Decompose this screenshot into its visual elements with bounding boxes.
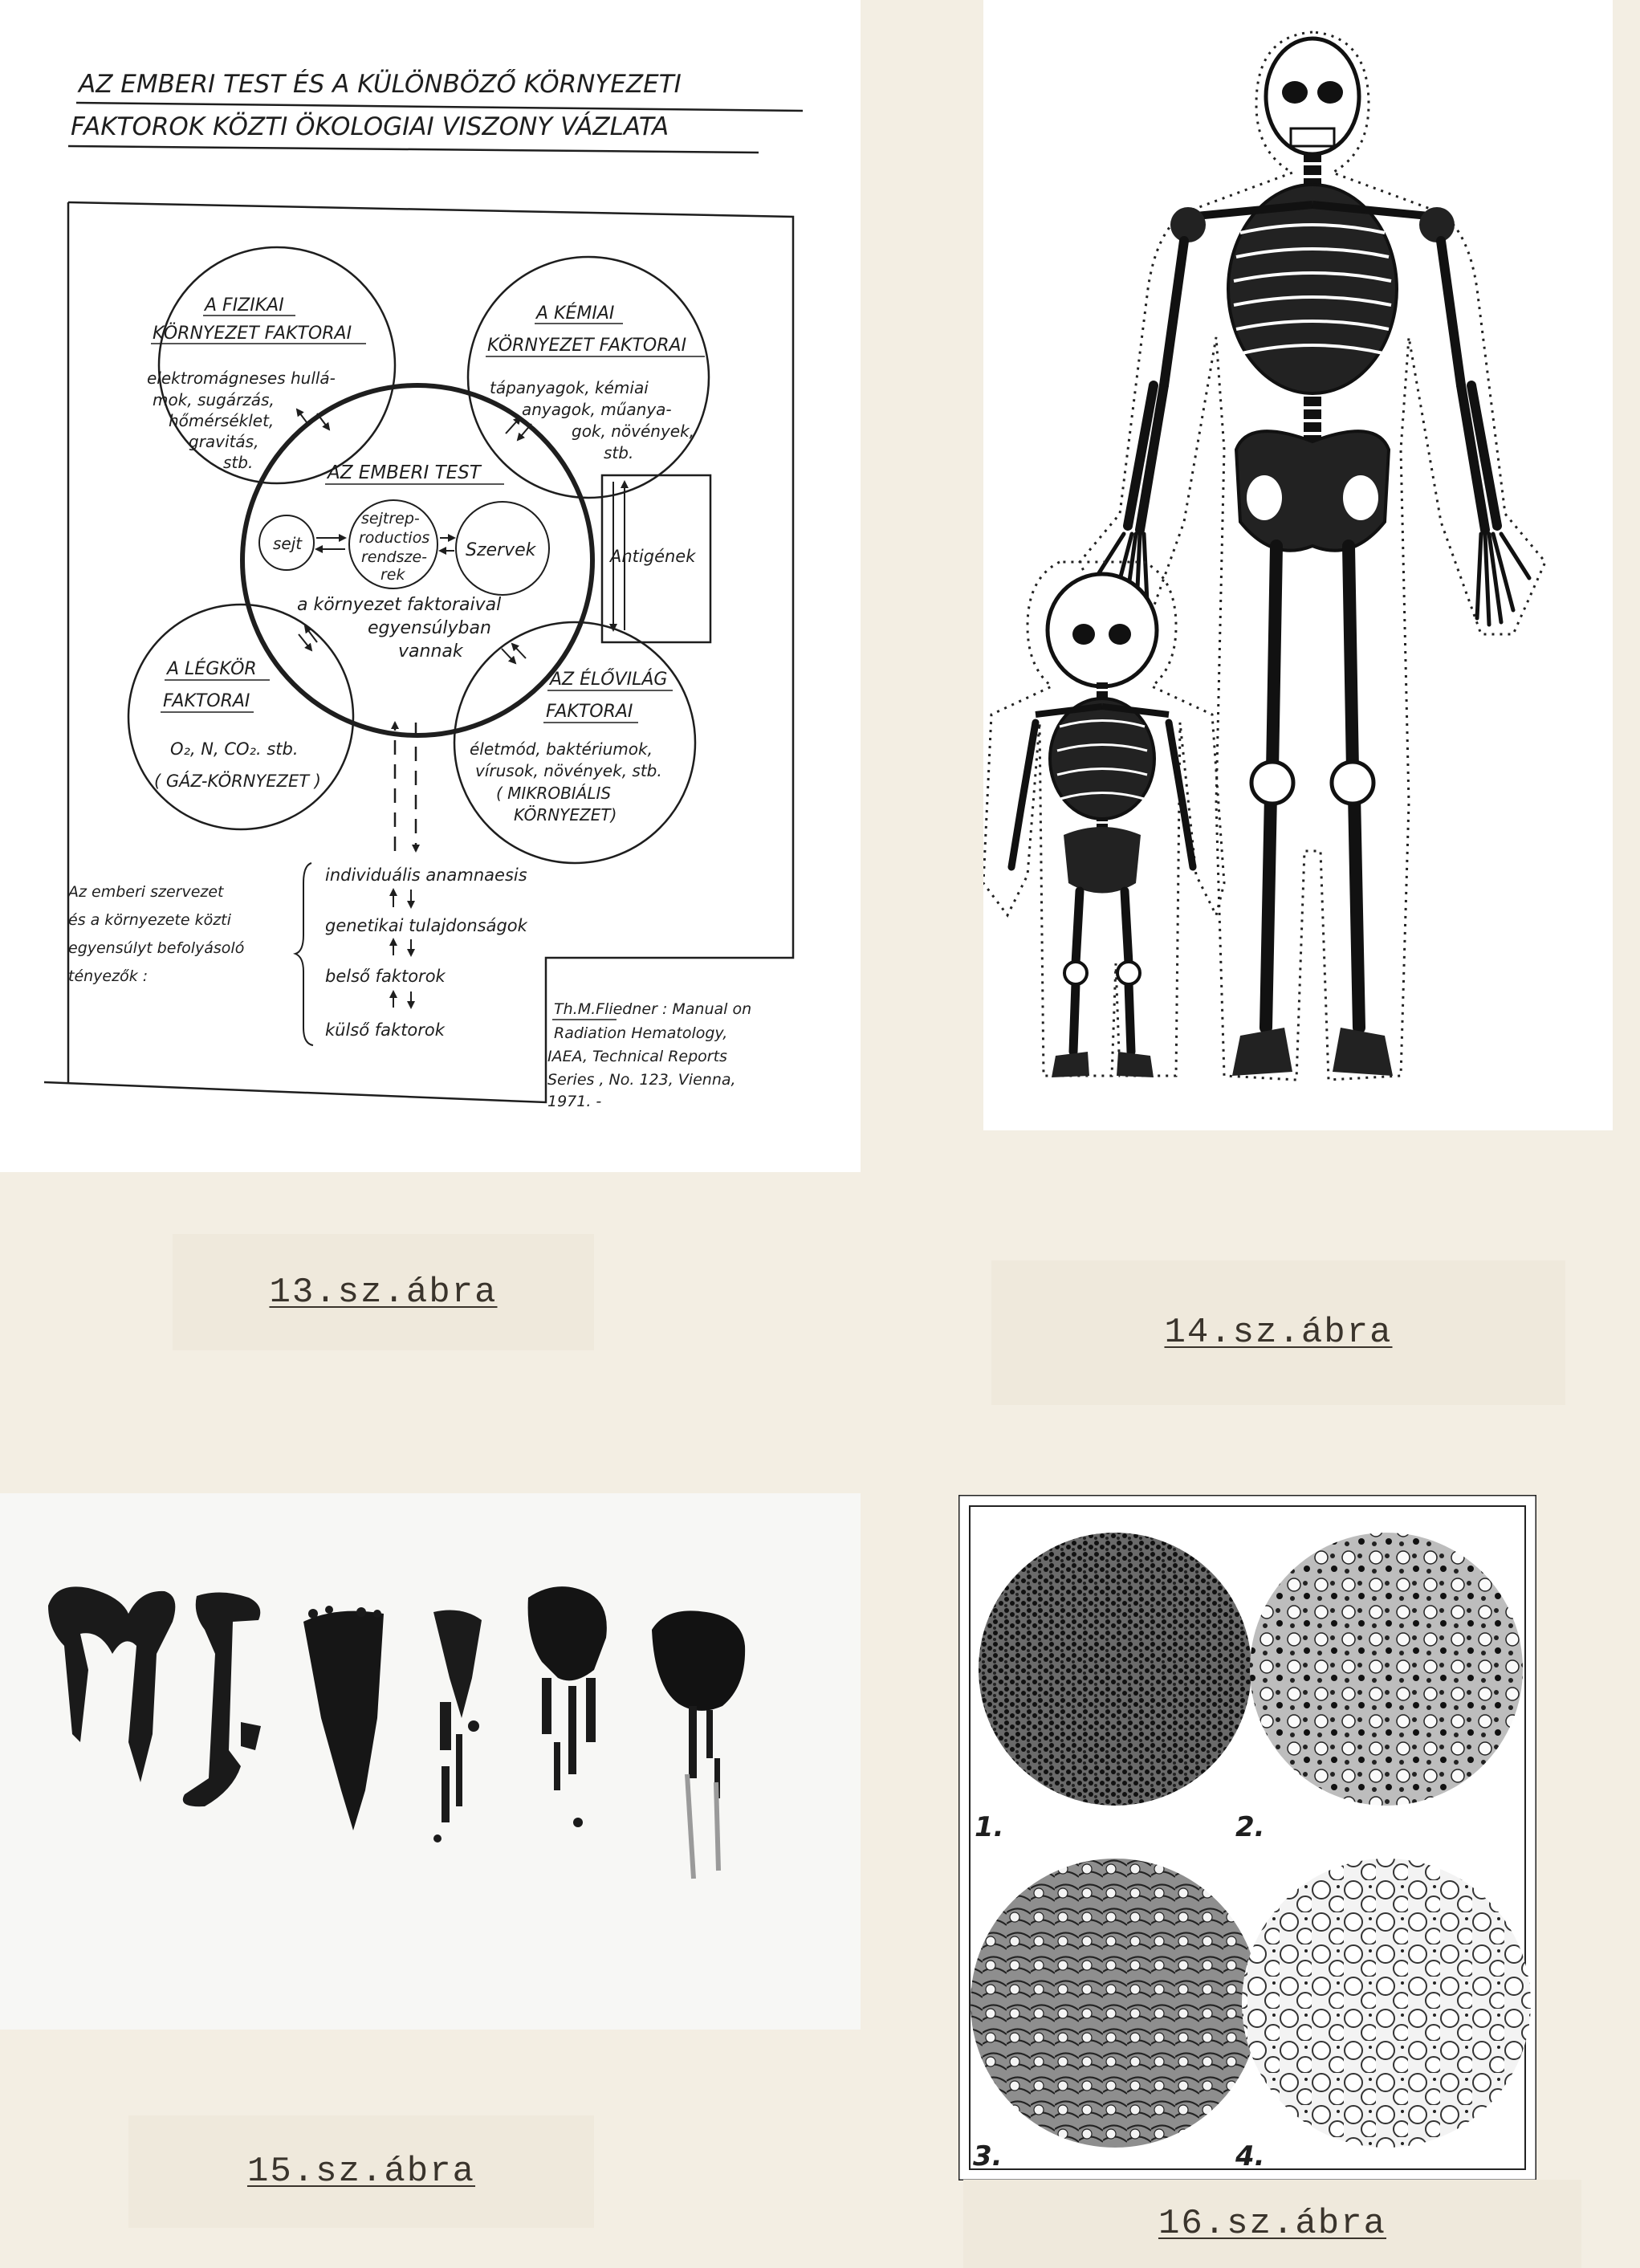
diagram-title-line-1: AZ EMBERI TEST ÉS A KÜLÖNBÖZŐ KÖRNYEZETI bbox=[79, 70, 682, 99]
micrograph-label-4: 4. bbox=[1235, 2140, 1265, 2172]
chemical-line-3: gok, növények, bbox=[572, 421, 695, 441]
biosphere-line-1: életmód, baktériumok, bbox=[470, 739, 653, 759]
physical-line-3: hőmérséklet, bbox=[169, 411, 275, 430]
figure-15-panel bbox=[0, 1493, 861, 2030]
physical-heading-1: A FIZIKAI bbox=[205, 295, 284, 316]
biosphere-heading-2: FAKTORAI bbox=[546, 702, 633, 722]
micrograph-4 bbox=[1242, 1859, 1531, 2148]
middle-line-4: rek bbox=[380, 566, 405, 584]
factor-2: genetikai tulajdonságok bbox=[325, 916, 527, 935]
diagram-title-line-2: FAKTOROK KÖZTI ÖKOLOGIAI VISZONY VÁZLATA bbox=[71, 112, 669, 141]
adult-ribcage bbox=[1228, 185, 1397, 393]
middle-line-1: sejtrep- bbox=[361, 510, 420, 527]
child-skull bbox=[1048, 574, 1157, 686]
bone-specimens-photo bbox=[0, 1493, 861, 2030]
caption-strip-13 bbox=[173, 1234, 594, 1350]
atmosphere-heading-2: FAKTORAI bbox=[163, 691, 250, 711]
micrograph-label-3: 3. bbox=[973, 2140, 1003, 2172]
cell-label: sejt bbox=[273, 534, 303, 553]
human-heading: AZ EMBERI TEST bbox=[328, 462, 481, 483]
atmosphere-heading-1: A LÉGKÖR bbox=[167, 659, 257, 679]
chemical-line-2: anyagok, műanya- bbox=[522, 400, 672, 419]
physical-line-1: elektromágneses hullá- bbox=[147, 368, 336, 388]
chemical-heading-1: A KÉMIAI bbox=[536, 303, 615, 324]
factors-intro-1: Az emberi szervezet bbox=[68, 883, 224, 901]
physical-heading-2: KÖRNYEZET FAKTORAI bbox=[153, 324, 352, 344]
caption-strip-16 bbox=[963, 2180, 1581, 2268]
physical-line-5: stb. bbox=[223, 453, 254, 472]
citation-line-2: Radiation Hematology, bbox=[554, 1024, 728, 1042]
balance-line-2: egyensúlyban bbox=[368, 618, 491, 638]
figure-14-panel bbox=[983, 0, 1613, 1130]
atmosphere-line-2: ( GÁZ-KÖRNYEZET ) bbox=[154, 772, 321, 791]
marrow-micrographs bbox=[958, 1495, 1536, 2180]
factors-intro-2: és a környezete közti bbox=[68, 911, 231, 929]
figure-13-panel bbox=[0, 0, 861, 1172]
chemical-line-4: stb. bbox=[604, 443, 634, 462]
chemical-heading-2: KÖRNYEZET FAKTORAI bbox=[487, 336, 687, 356]
micrograph-label-1: 1. bbox=[975, 1811, 1004, 1843]
factor-4: külső faktorok bbox=[325, 1020, 445, 1040]
skeleton-illustration bbox=[983, 0, 1613, 1130]
micrograph-1 bbox=[979, 1533, 1251, 1806]
citation-line-1: Th.M.Fliedner : Manual on bbox=[554, 1000, 752, 1018]
balance-line-1: a környezet faktoraival bbox=[297, 595, 502, 615]
micrograph-3 bbox=[971, 1859, 1260, 2148]
physical-line-4: gravitás, bbox=[189, 432, 259, 451]
figure-13-caption: 13.sz.ábra bbox=[269, 1272, 498, 1313]
citation-line-3: IAEA, Technical Reports bbox=[547, 1048, 727, 1065]
physical-line-2: mok, sugárzás, bbox=[153, 390, 275, 409]
antigens-label: Antigének bbox=[610, 547, 696, 566]
biosphere-line-3: ( MIKROBIÁLIS bbox=[496, 784, 612, 803]
micrograph-2 bbox=[1250, 1533, 1523, 1806]
balance-line-3: vannak bbox=[398, 641, 463, 662]
figure-15-caption: 15.sz.ábra bbox=[246, 2152, 476, 2192]
biosphere-heading-1: AZ ÉLŐVILÁG bbox=[550, 670, 668, 690]
citation-line-5: 1971. - bbox=[547, 1093, 602, 1110]
chemical-line-1: tápanyagok, kémiai bbox=[490, 378, 649, 397]
caption-strip-14 bbox=[991, 1260, 1565, 1405]
factors-intro-3: egyensúlyt befolyásoló bbox=[68, 939, 245, 957]
caption-strip-15 bbox=[128, 2115, 594, 2228]
atmosphere-line-1: O₂, N, CO₂. stb. bbox=[170, 739, 299, 759]
figure-16-panel bbox=[958, 1495, 1536, 2180]
factor-3: belső faktorok bbox=[325, 967, 446, 986]
factor-1: individuális anamnaesis bbox=[325, 865, 527, 885]
figure-16-caption: 16.sz.ábra bbox=[1158, 2204, 1387, 2244]
biosphere-line-2: vírusok, növények, stb. bbox=[475, 761, 662, 780]
middle-line-3: rendsze- bbox=[361, 548, 428, 566]
micrograph-label-2: 2. bbox=[1235, 1811, 1265, 1843]
biosphere-line-4: KÖRNYEZET) bbox=[514, 805, 617, 825]
middle-line-2: roductios bbox=[359, 529, 430, 547]
citation-line-4: Series , No. 123, Vienna, bbox=[547, 1071, 736, 1089]
ecology-diagram bbox=[0, 0, 861, 1172]
figure-14-caption: 14.sz.ábra bbox=[1164, 1313, 1393, 1353]
child-ribcage bbox=[1050, 698, 1154, 819]
factors-intro-4: tényezők : bbox=[68, 967, 149, 985]
organs-label: Szervek bbox=[466, 540, 536, 560]
